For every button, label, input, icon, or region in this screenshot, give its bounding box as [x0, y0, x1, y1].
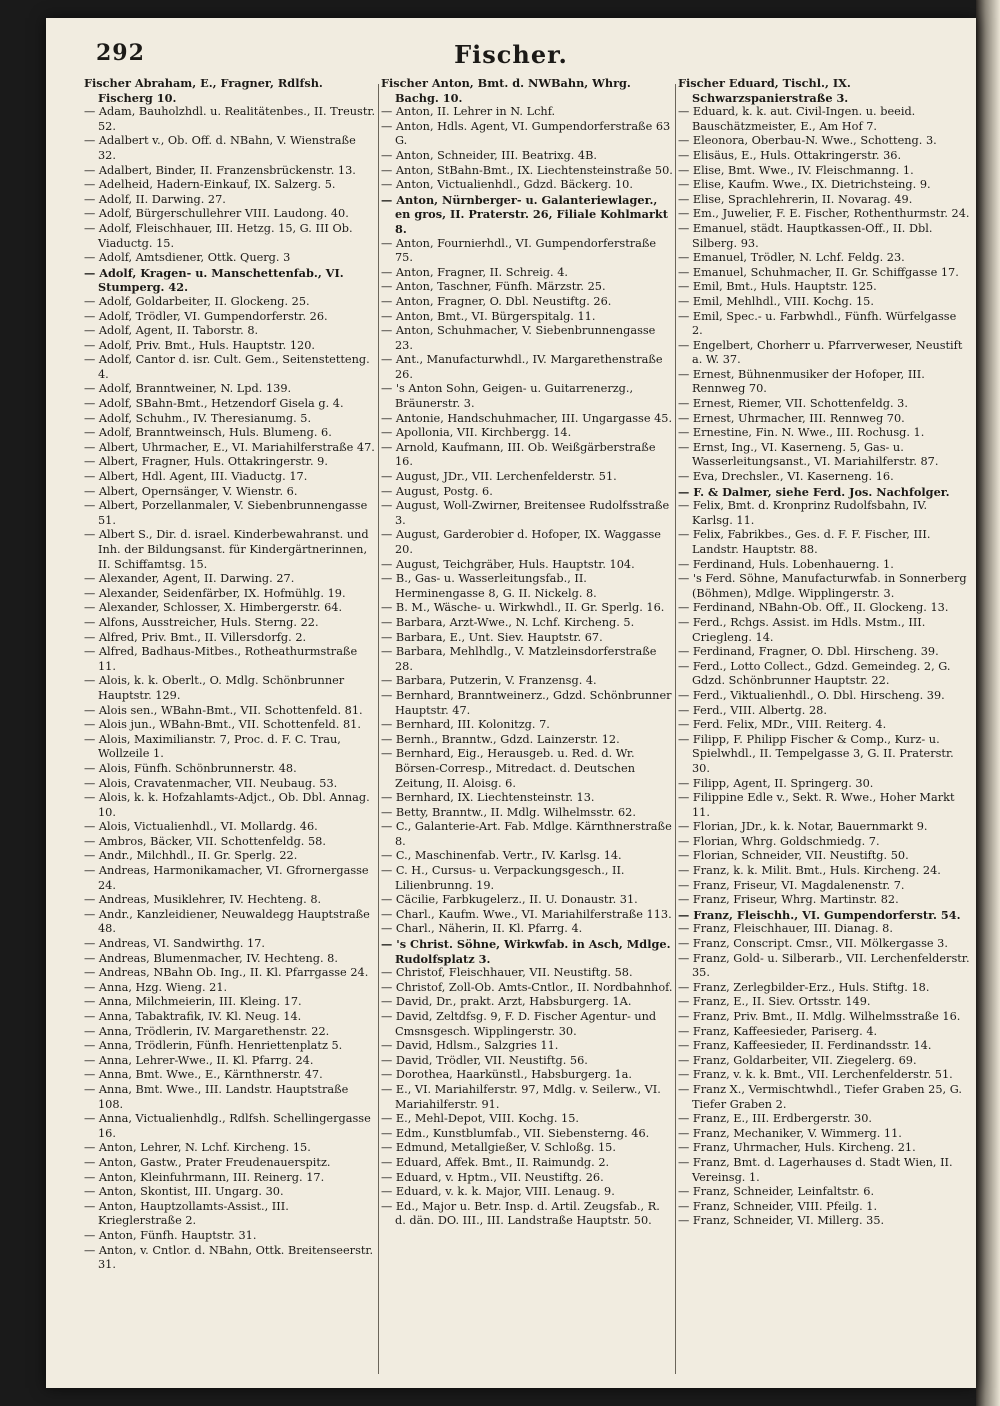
directory-entry: — Barbara, Arzt-Wwe., N. Lchf. Kircheng. 5.	[381, 615, 635, 629]
page-number: 292	[96, 40, 145, 66]
directory-entry: — Elise, Kaufm. Wwe., IX. Dietrichsteing. 9.	[678, 178, 931, 192]
directory-entry: — Elise, Bmt. Wwe., IV. Fleischmanng. 1.	[678, 163, 914, 177]
directory-entry: — August, Garderobier d. Hofoper, IX. Waggasse 20.	[381, 528, 661, 556]
directory-entry: — Alexander, Agent, II. Darwing. 27.	[84, 572, 295, 586]
directory-entry: — Albert, Opernsänger, V. Wienstr. 6.	[84, 484, 298, 498]
directory-entry: — Adolf, Goldarbeiter, II. Glockeng. 25.	[84, 294, 310, 308]
directory-entry: — Adolf, Agent, II. Taborstr. 8.	[84, 324, 259, 338]
directory-entry: Fischer Eduard, Tischl., IX. Schwarzspanierstraße 3.	[678, 76, 851, 105]
directory-entry: — Franz, Schneider, Leinfaltstr. 6.	[678, 1185, 875, 1199]
directory-entry: — Anton, Bmt., VI. Bürgerspitalg. 11.	[381, 309, 596, 323]
directory-entry: — Ernest, Riemer, VII. Schottenfeldg. 3.	[678, 397, 908, 411]
directory-entry: — Adolf, Fleischhauer, III. Hetzg. 15, G. III Ob. Viaductg. 15.	[84, 221, 353, 250]
directory-entry: — Edm., Kunstblumfab., VII. Siebensterng. 46.	[381, 1126, 650, 1140]
directory-entry: — Barbara, E., Unt. Siev. Hauptstr. 67.	[381, 630, 603, 644]
directory-entry: — Anton, Kleinfuhrmann, III. Reinerg. 17.	[84, 1170, 325, 1184]
directory-entry: — Alexander, Seidenfärber, IX. Hofmühlg. 19.	[84, 586, 346, 600]
directory-entry: — Eduard, v. k. k. Major, VIII. Lenaug. 9.	[381, 1185, 615, 1199]
directory-entry: — Alfred, Badhaus-Mitbes., Rotheathurmstraße 11.	[84, 645, 358, 673]
directory-entry: — Engelbert, Chorherr u. Pfarrverweser, Neustift a. W. 37.	[678, 338, 963, 367]
directory-entry: — Charl., Kaufm. Wwe., VI. Mariahilferstraße 113.	[381, 907, 672, 921]
directory-entry: — Ernestine, Fin. N. Wwe., III. Rochusg. 1.	[678, 426, 925, 440]
directory-entry: — Elise, Sprachlehrerin, II. Novarag. 49.	[678, 192, 913, 206]
directory-entry: — Adolf, Amtsdiener, Ottk. Querg. 3	[84, 251, 291, 265]
directory-entry: — Anna, Victualienhdlg., Rdlfsh. Schellingergasse 16.	[84, 1112, 371, 1140]
directory-entry: — E., Mehl-Depot, VIII. Kochg. 15.	[381, 1112, 580, 1126]
directory-entry: — Adolf, Priv. Bmt., Huls. Hauptstr. 120.	[84, 338, 316, 352]
directory-entry: — Alois, Victualienhdl., VI. Mollardg. 46.	[84, 820, 318, 834]
directory-entry: — Dorothea, Haarkünstl., Habsburgerg. 1a.	[381, 1068, 632, 1082]
directory-entry: — Anna, Lehrer-Wwe., II. Kl. Pfarrg. 24.	[84, 1053, 314, 1067]
column-divider	[378, 84, 379, 1374]
directory-entry: Fischer Anton, Bmt. d. NWBahn, Whrg. Bachg. 10.	[381, 76, 631, 105]
directory-entry: — Adalbert v., Ob. Off. d. NBahn, V. Wienstraße 32.	[84, 134, 356, 162]
running-head: Fischer.	[454, 40, 568, 69]
directory-entry: — Elisäus, E., Huls. Ottakringerstr. 36.	[678, 148, 902, 162]
directory-entry: — Andreas, VI. Sandwirthg. 17.	[84, 937, 266, 951]
directory-entry: — Barbara, Putzerin, V. Franzensg. 4.	[381, 674, 597, 688]
directory-entry: — Apollonia, VII. Kirchbergg. 14.	[381, 426, 572, 440]
directory-entry: — Filipp, Agent, II. Springerg. 30.	[678, 776, 874, 790]
directory-entry: — David, Zeltdfsg. 9, F. D. Fischer Agentur- und Cmsnsgesch. Wipplingerstr. 30.	[381, 1010, 657, 1038]
directory-entry: — Anna, Trödlerin, Fünfh. Henriettenplatz 5.	[84, 1039, 343, 1053]
directory-entry: — August, JDr., VII. Lerchenfelderstr. 51.	[381, 470, 617, 484]
directory-entry: — Emanuel, Trödler, N. Lchf. Feldg. 23.	[678, 251, 905, 265]
directory-entry: — Alois, Fünfh. Schönbrunnerstr. 48.	[84, 761, 297, 775]
directory-entry: — Anton, Nürnberger- u. Galanteriewlager., en gros, II. Praterstr. 26, Filiale Kohlmarkt 8.	[381, 192, 668, 236]
directory-entry: — Edmund, Metallgießer, V. Schloßg. 15.	[381, 1141, 616, 1155]
directory-entry: — Anton, Gastw., Prater Freudenauerspitz.	[84, 1155, 331, 1169]
directory-entry: — Adolf, SBahn-Bmt., Hetzendorf Gisela g. 4.	[84, 397, 344, 411]
directory-entry: — Andr., Milchhdl., II. Gr. Sperlg. 22.	[84, 849, 298, 863]
directory-entry: — Alois, k. k. Hofzahlamts-Adjct., Ob. Dbl. Annag. 10.	[84, 791, 370, 819]
directory-entry: — Eduard, Affek. Bmt., II. Raimundg. 2.	[381, 1155, 610, 1169]
directory-entry: — Bernhard, Branntweinerz., Gdzd. Schönbrunner Hauptstr. 47.	[381, 688, 672, 717]
page-edge	[976, 0, 1000, 1406]
directory-entry: — Franz, Schneider, VIII. Pfeilg. 1.	[678, 1199, 878, 1213]
directory-entry: — Eleonora, Oberbau-N. Wwe., Schotteng. 3.	[678, 134, 937, 148]
directory-entry: — Ernest, Uhrmacher, III. Rennweg 70.	[678, 411, 905, 425]
directory-entry: — Adolf, Branntweinsch, Huls. Blumeng. 6.	[84, 426, 332, 440]
directory-entry: — Franz, k. k. Milit. Bmt., Huls. Kircheng. 24.	[678, 864, 941, 878]
directory-entry: — Anton, v. Cntlor. d. NBahn, Ottk. Breitenseerstr. 31.	[84, 1243, 374, 1272]
directory-entry: — Alfred, Priv. Bmt., II. Villersdorfg. 2.	[84, 630, 307, 644]
directory-entry: — Anton, Skontist, III. Ungarg. 30.	[84, 1185, 284, 1199]
directory-entry: — Christof, Fleischhauer, VII. Neustiftg. 58.	[381, 966, 633, 980]
directory-entry: — Eduard, k. k. aut. Civil-Ingen. u. beeid. Bauschätzmeister, E., Am Hof 7.	[678, 105, 916, 133]
directory-entry: — Adolf, Trödler, VI. Gumpendorferstr. 26.	[84, 309, 328, 323]
directory-entry: — Alois sen., WBahn-Bmt., VII. Schottenfeld. 81.	[84, 703, 363, 717]
directory-entry: — Alois, k. k. Oberlt., O. Mdlg. Schönbrunner Hauptstr. 129.	[84, 674, 345, 702]
directory-entry: — Franz, Gold- u. Silberarb., VII. Lerchenfelderstr. 35.	[678, 951, 970, 980]
directory-entry: — Christof, Zoll-Ob. Amts-Cntlor., II. Nordbahnhof.	[381, 980, 673, 994]
directory-entry: — Franz, Zerlegbilder-Erz., Huls. Stiftg. 18.	[678, 980, 930, 994]
directory-entry: — Eduard, v. Hptm., VII. Neustiftg. 26.	[381, 1170, 604, 1184]
directory-entry: — Andreas, NBahn Ob. Ing., II. Kl. Pfarrgasse 24.	[84, 966, 369, 980]
directory-page	[46, 18, 976, 1388]
directory-entry: — Anna, Bmt. Wwe., E., Kärnthnerstr. 47.	[84, 1068, 323, 1082]
directory-entry: — Filippine Edle v., Sekt. R. Wwe., Hoher Markt 11.	[678, 791, 955, 819]
directory-entry: — Ed., Major u. Betr. Insp. d. Artil. Zeugsfab., R. d. dän. DO. III., III. Landstraße Hauptstr. 50.	[381, 1199, 660, 1228]
directory-entry: — Franz, Bmt. d. Lagerhauses d. Stadt Wien, II. Vereinsg. 1.	[678, 1155, 953, 1184]
directory-entry: — Ambros, Bäcker, VII. Schottenfeldg. 58.	[84, 834, 326, 848]
entry-columns	[84, 76, 970, 1376]
directory-entry: — C. H., Cursus- u. Verpackungsgesch., II. Lilienbrunng. 19.	[381, 864, 625, 892]
directory-entry: — Andreas, Harmonikamacher, VI. Gfrornergasse 24.	[84, 864, 369, 892]
directory-entry: — Franz, Fleischhauer, III. Dianag. 8.	[678, 922, 893, 936]
directory-entry: — Anton, Schneider, III. Beatrixg. 4B.	[381, 148, 598, 162]
directory-entry: — Adolf, Cantor d. isr. Cult. Gem., Seitenstetteng. 4.	[84, 353, 370, 381]
directory-entry: — Anton, StBahn-Bmt., IX. Liechtensteinstraße 50.	[381, 163, 673, 177]
directory-entry: — Ernst, Ing., VI. Kaserneng. 5, Gas- u. Wasserleitungsanst., VI. Mariahilferstr. 87.	[678, 440, 939, 469]
directory-entry: — Franz, Conscript. Cmsr., VII. Mölkergasse 3.	[678, 937, 948, 951]
directory-entry: — Andr., Kanzleidiener, Neuwaldegg Hauptstraße 48.	[84, 907, 370, 936]
directory-entry: — Andreas, Blumenmacher, IV. Hechteng. 8.	[84, 951, 338, 965]
directory-entry: — Franz, Kaffeesieder, Pariserg. 4.	[678, 1024, 878, 1038]
directory-entry: — Franz, Kaffeesieder, II. Ferdinandsstr. 14.	[678, 1039, 932, 1053]
directory-entry: — 's Christ. Söhne, Wirkwfab. in Asch, Mdlge. Rudolfsplatz 3.	[381, 937, 671, 966]
directory-entry: — Eva, Drechsler., VI. Kaserneng. 16.	[678, 470, 894, 484]
directory-entry: — David, Dr., prakt. Arzt, Habsburgerg. 1A.	[381, 995, 632, 1009]
directory-entry: — Ant., Manufacturwhdl., IV. Margarethenstraße 26.	[381, 353, 663, 381]
directory-entry: — C., Maschinenfab. Vertr., IV. Karlsg. 14.	[381, 849, 622, 863]
directory-entry: — Franz, Friseur, Whrg. Martinstr. 82.	[678, 893, 899, 907]
directory-entry: — Em., Juwelier, F. E. Fischer, Rothenthurmstr. 24.	[678, 207, 970, 221]
directory-entry: — Ferd., Rchgs. Assist. im Hdls. Mstm., III. Criegleng. 14.	[678, 615, 926, 644]
directory-entry: — Felix, Fabrikbes., Ges. d. F. F. Fischer, III. Landstr. Hauptstr. 88.	[678, 528, 931, 556]
column-middle	[381, 76, 673, 1376]
directory-entry: — Adalbert, Binder, II. Franzensbrückenstr. 13.	[84, 163, 356, 177]
directory-entry: — Bernhard, Eig., Herausgeb. u. Red. d. Wr. Börsen-Corresp., Mitredact. d. Deutschen Zeitung, II. Aloisg. 6.	[381, 747, 635, 790]
directory-entry: — Alois jun., WBahn-Bmt., VII. Schottenfeld. 81.	[84, 718, 361, 732]
directory-entry: — Anton, Fournierhdl., VI. Gumpendorferstraße 75.	[381, 236, 657, 265]
directory-entry: — Anton, Fragner, II. Schreig. 4.	[381, 265, 568, 279]
directory-entry: — Ferdinand, NBahn-Ob. Off., II. Glockeng. 13.	[678, 601, 949, 615]
directory-entry: — Alexander, Schlosser, X. Himbergerstr. 64.	[84, 601, 343, 615]
directory-entry: — Anna, Bmt. Wwe., III. Landstr. Hauptstraße 108.	[84, 1082, 349, 1111]
directory-entry: — Alfons, Ausstreicher, Huls. Sterng. 22.	[84, 615, 319, 629]
directory-entry: — Anton, II. Lehrer in N. Lchf.	[381, 105, 556, 119]
directory-entry: — Andreas, Musiklehrer, IV. Hechteng. 8.	[84, 893, 322, 907]
directory-entry: — Antonie, Handschuhmacher, III. Ungargasse 45.	[381, 411, 673, 425]
directory-entry: — Adelheid, Hadern-Einkauf, IX. Salzerg. 5.	[84, 178, 336, 192]
directory-entry: — Alois, Maximilianstr. 7, Proc. d. F. C. Trau, Wollzeile 1.	[84, 732, 341, 761]
directory-entry: — Florian, JDr., k. k. Notar, Bauernmarkt 9.	[678, 820, 928, 834]
directory-entry: — Anton, Fünfh. Hauptstr. 31.	[84, 1228, 257, 1242]
directory-entry: — August, Postg. 6.	[381, 484, 493, 498]
directory-entry: — Anton, Victualienhdl., Gdzd. Bäckerg. 10.	[381, 178, 633, 192]
directory-entry: — Ferdinand, Fragner, O. Dbl. Hirscheng. 39.	[678, 645, 939, 659]
directory-entry: — Anton, Hdls. Agent, VI. Gumpendorferstraße 63 G.	[381, 119, 671, 148]
directory-entry: — Emanuel, städt. Hauptkassen-Off., II. Dbl. Silberg. 93.	[678, 221, 933, 250]
directory-entry: — Franz, Mechaniker, V. Wimmerg. 11.	[678, 1126, 902, 1140]
directory-entry: — Florian, Whrg. Goldschmiedg. 7.	[678, 834, 880, 848]
directory-entry: — Emil, Mehlhdl., VIII. Kochg. 15.	[678, 294, 874, 308]
directory-entry: — Ferdinand, Huls. Lobenhauerng. 1.	[678, 557, 894, 571]
column-left	[84, 76, 376, 1376]
directory-entry: — Arnold, Kaufmann, III. Ob. Weißgärberstraße 16.	[381, 440, 656, 469]
directory-entry: — Ferd., Viktualienhdl., O. Dbl. Hirscheng. 39.	[678, 688, 945, 702]
directory-entry: — David, Trödler, VII. Neustiftg. 56.	[381, 1053, 588, 1067]
directory-entry: — Adolf, Kragen- u. Manschettenfab., VI. Stumperg. 42.	[84, 265, 344, 295]
directory-entry: — Albert, Fragner, Huls. Ottakringerstr. 9.	[84, 455, 328, 469]
directory-entry: — E., VI. Mariahilferstr. 97, Mdlg. v. Seilerw., VI. Mariahilferstr. 91.	[381, 1082, 661, 1111]
directory-entry: — Franz, Goldarbeiter, VII. Ziegelerg. 69.	[678, 1053, 917, 1067]
page-header	[46, 40, 976, 80]
directory-entry: — Adam, Bauholzhdl. u. Realitätenbes., II. Treustr. 52.	[84, 105, 376, 133]
directory-entry: — Adolf, Schuhm., IV. Theresianumg. 5.	[84, 411, 312, 425]
directory-entry: — Emil, Spec.- u. Farbwhdl., Fünfh. Würfelgasse 2.	[678, 309, 957, 338]
directory-entry: — F. & Dalmer, siehe Ferd. Jos. Nachfolger.	[678, 484, 950, 499]
directory-entry: — Bernhard, III. Kolonitzg. 7.	[381, 718, 550, 732]
directory-entry: — B. M., Wäsche- u. Wirkwhdl., II. Gr. Sperlg. 16.	[381, 601, 665, 615]
directory-entry: — August, Woll-Zwirner, Breitensee Rudolfsstraße 3.	[381, 499, 670, 527]
directory-entry: — Franz, E., II. Siev. Ortsstr. 149.	[678, 995, 871, 1009]
directory-entry: — Adolf, Bürgerschullehrer VIII. Laudong. 40.	[84, 207, 349, 221]
directory-entry: — Franz, E., III. Erdbergerstr. 30.	[678, 1112, 873, 1126]
directory-entry: — Ferd., VIII. Albertg. 28.	[678, 703, 827, 717]
directory-entry: — Emanuel, Schuhmacher, II. Gr. Schiffgasse 17.	[678, 265, 959, 279]
directory-entry: — Anton, Lehrer, N. Lchf. Kircheng. 15.	[84, 1141, 311, 1155]
directory-entry: — Anton, Taschner, Fünfh. Märzstr. 25.	[381, 280, 606, 294]
directory-entry: — 's Ferd. Söhne, Manufacturwfab. in Sonnerberg (Böhmen), Mdlge. Wipplingerstr. 3.	[678, 572, 967, 600]
directory-entry: — Albert S., Dir. d. israel. Kinderbewahranst. und Inh. der Bildungsanst. für Kindergärtnerinnen, II. Schiffamtsg. 15.	[84, 528, 369, 571]
directory-entry: — Albert, Uhrmacher, E., VI. Mariahilferstraße 47.	[84, 440, 375, 454]
directory-entry: — Barbara, Mehlhdlg., V. Matzleinsdorferstraße 28.	[381, 645, 657, 673]
directory-entry: — Albert, Porzellanmaler, V. Siebenbrunnengasse 51.	[84, 499, 368, 527]
directory-entry: — Ferd., Lotto Collect., Gdzd. Gemeindeg. 2, G. Gdzd. Schönbrunner Hauptstr. 22.	[678, 659, 951, 688]
directory-entry: — Franz, Schneider, VI. Millerg. 35.	[678, 1214, 885, 1228]
directory-entry: — 's Anton Sohn, Geigen- u. Guitarrenerzg., Bräunerstr. 3.	[381, 382, 634, 411]
directory-entry: — Alois, Cravatenmacher, VII. Neubaug. 53.	[84, 776, 338, 790]
directory-entry: — Charl., Näherin, II. Kl. Pfarrg. 4.	[381, 922, 583, 936]
directory-entry: — Florian, Schneider, VII. Neustiftg. 50.	[678, 849, 909, 863]
directory-entry: — Bernh., Branntw., Gdzd. Lainzerstr. 12.	[381, 732, 620, 746]
directory-entry: — Bernhard, IX. Liechtensteinstr. 13.	[381, 791, 595, 805]
directory-entry: — C., Galanterie-Art. Fab. Mdlge. Kärnthnerstraße 8.	[381, 820, 672, 848]
column-divider	[675, 84, 676, 1374]
directory-entry: — Ernest, Bühnenmusiker der Hofoper, III. Rennweg 70.	[678, 367, 925, 396]
directory-entry: — Franz, v. k. k. Bmt., VII. Lerchenfelderstr. 51.	[678, 1068, 953, 1082]
directory-entry: — Anton, Fragner, O. Dbl. Neustiftg. 26.	[381, 294, 612, 308]
directory-entry: — Anna, Trödlerin, IV. Margarethenstr. 22.	[84, 1024, 330, 1038]
directory-entry: — Anton, Hauptzollamts-Assist., III. Krieglerstraße 2.	[84, 1199, 289, 1228]
directory-entry: — Betty, Branntw., II. Mdlg. Wilhelmsstr. 62.	[381, 805, 636, 819]
column-right	[678, 76, 970, 1376]
directory-entry: — Ferd. Felix, MDr., VIII. Reiterg. 4.	[678, 718, 887, 732]
directory-entry: — August, Teichgräber, Huls. Hauptstr. 104.	[381, 557, 635, 571]
directory-entry: — David, Hdlsm., Salzgries 11.	[381, 1039, 559, 1053]
directory-entry: — Franz X., Vermischtwhdl., Tiefer Graben 25, G. Tiefer Graben 2.	[678, 1082, 962, 1111]
directory-entry: — B., Gas- u. Wasserleitungsfab., II. Herminengasse 8, G. II. Nickelg. 8.	[381, 572, 597, 600]
directory-entry: — Franz, Uhrmacher, Huls. Kircheng. 21.	[678, 1141, 916, 1155]
directory-entry: — Filipp, F. Philipp Fischer & Comp., Kurz- u. Spielwhdl., II. Tempelgasse 3, G. II. Praterstr. 30.	[678, 732, 954, 775]
directory-entry: — Anna, Hzg. Wieng. 21.	[84, 980, 228, 994]
directory-entry: — Adolf, II. Darwing. 27.	[84, 192, 226, 206]
directory-entry: — Franz, Priv. Bmt., II. Mdlg. Wilhelmsstraße 16.	[678, 1010, 961, 1023]
directory-entry: — Franz, Friseur, VI. Magdalenenstr. 7.	[678, 878, 905, 892]
directory-entry: — Emil, Bmt., Huls. Hauptstr. 125.	[678, 280, 877, 294]
directory-entry: Fischer Abraham, E., Fragner, Rdlfsh. Fischerg 10.	[84, 76, 323, 105]
directory-entry: — Felix, Bmt. d. Kronprinz Rudolfsbahn, IV. Karlsg. 11.	[678, 499, 928, 527]
directory-entry: — Anna, Tabaktrafik, IV. Kl. Neug. 14.	[84, 1010, 302, 1023]
directory-entry: — Albert, Hdl. Agent, III. Viaductg. 17.	[84, 470, 308, 484]
directory-entry: — Anna, Milchmeierin, III. Kleing. 17.	[84, 995, 302, 1009]
directory-entry: — Adolf, Branntweiner, N. Lpd. 139.	[84, 382, 292, 396]
directory-entry: — Franz, Fleischh., VI. Gumpendorferstr. 54.	[678, 907, 961, 922]
directory-entry: — Cäcilie, Farbkugelerz., II. U. Donaustr. 31.	[381, 893, 638, 907]
directory-entry: — Anton, Schuhmacher, V. Siebenbrunnengasse 23.	[381, 324, 656, 352]
